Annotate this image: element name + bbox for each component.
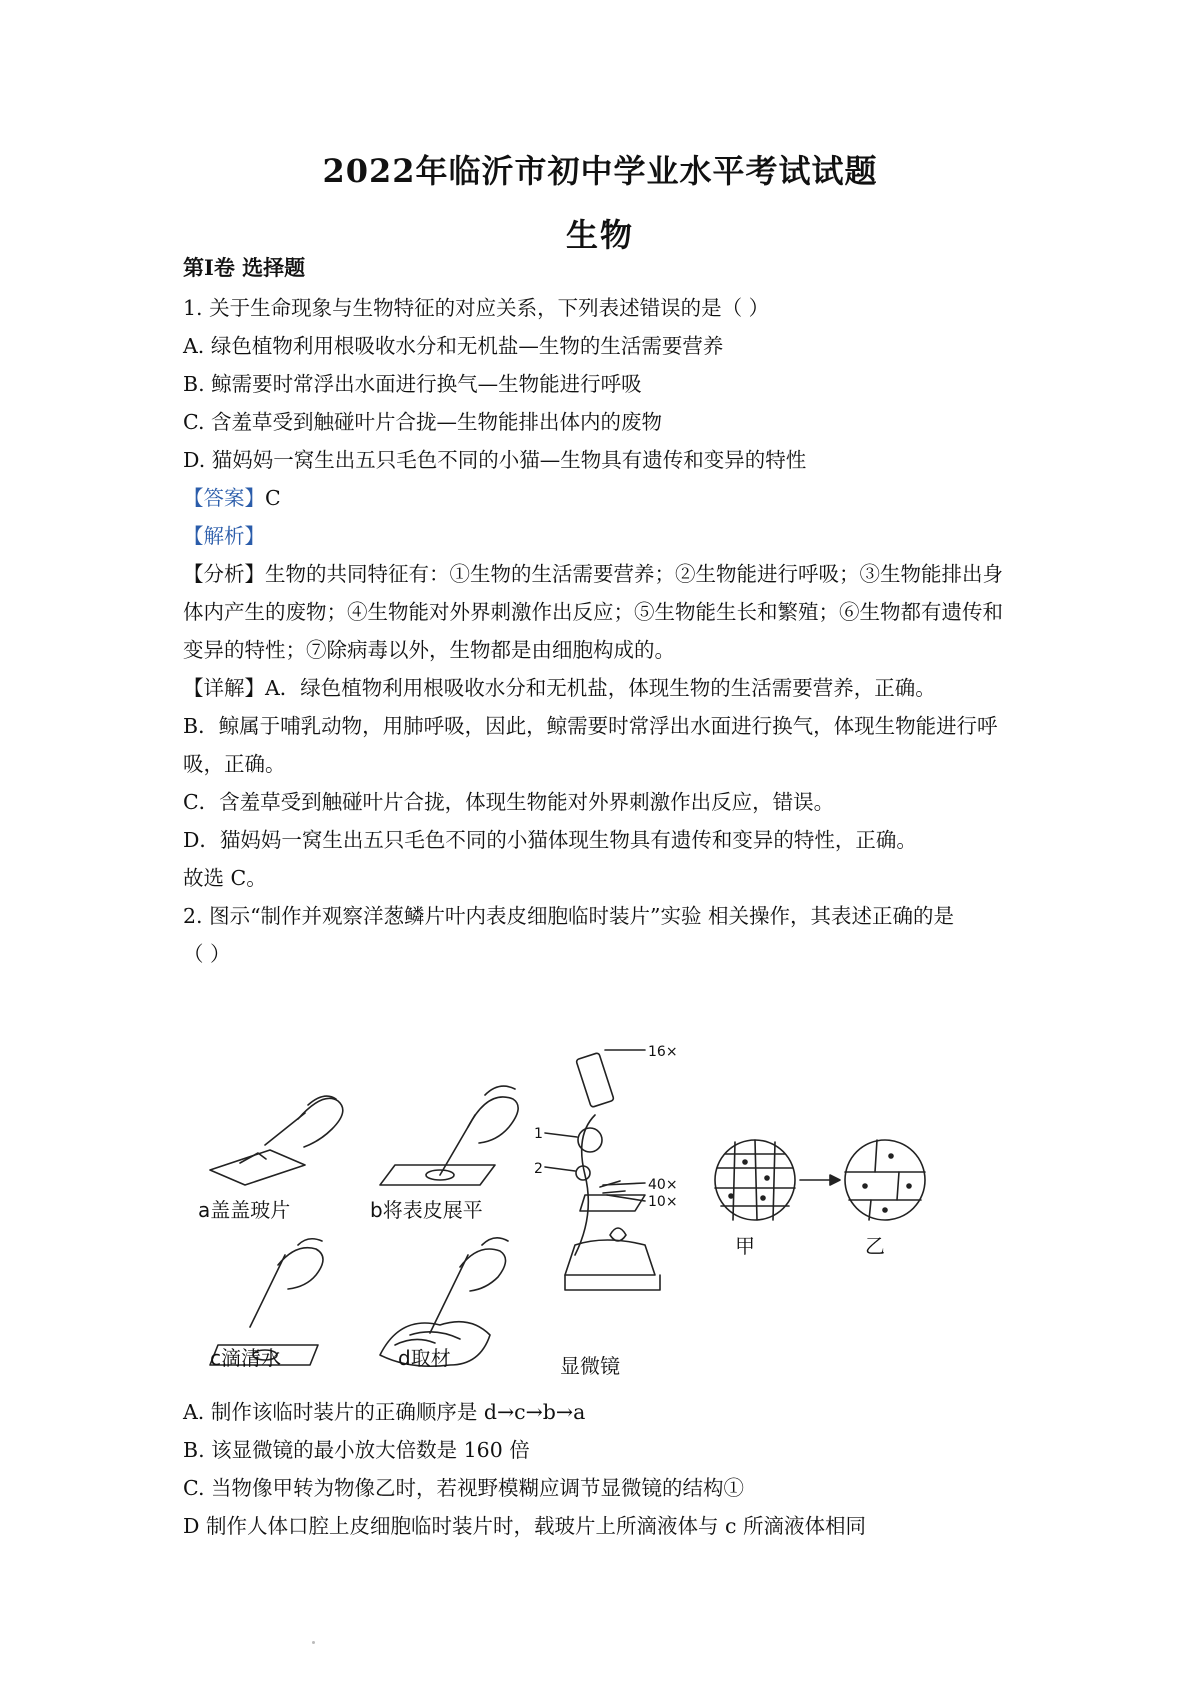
explanation-line: 体内产生的废物；④生物能对外界刺激作出反应；⑤生物能生长和繁殖；⑥生物都有遗传和 (183, 600, 1003, 624)
q2-stem: 2. 图示“制作并观察洋葱鳞片叶内表皮细胞临时装片”实验 相关操作，其表述正确的是 (183, 904, 955, 928)
explanation-line: B．鲸属于哺乳动物，用肺呼吸，因此，鲸需要时常浮出水面进行换气，体现生物能进行呼 (183, 714, 998, 738)
section-heading: 第Ⅰ卷 选择题 (183, 255, 306, 280)
cell-view-jia (715, 1140, 795, 1220)
q2-stem-paren: （ ） (183, 942, 231, 966)
q2-option-b: B. 该显微镜的最小放大倍数是 160 倍 (183, 1438, 530, 1462)
flatten-epidermis-illustration (380, 1086, 518, 1185)
fig-label-a: a盖盖玻片 (198, 1198, 291, 1222)
answer-tag: 【答案】 (183, 486, 265, 510)
explanation-line: D．猫妈妈一窝生出五只毛色不同的小猫体现生物具有遗传和变异的特性，正确。 (183, 828, 917, 852)
explanation-line: 故选 C。 (183, 866, 267, 890)
experiment-figure (198, 1044, 990, 1378)
subject-title: 生物 (565, 216, 634, 254)
fig-eyepiece-label: 16× (648, 1044, 678, 1060)
fig-label-yi: 乙 (865, 1234, 885, 1258)
fig-part-2-label: 2 (534, 1161, 543, 1177)
q1-answer-row (183, 484, 1023, 512)
q1-option-a: A. 绿色植物利用根吸收水分和无机盐—生物的生活需要营养 (183, 334, 724, 358)
q1-option-d: D. 猫妈妈一窝生出五只毛色不同的小猫—生物具有遗传和变异的特性 (183, 448, 807, 472)
explanation-line: C．含羞草受到触碰叶片合拢，体现生物能对外界刺激作出反应，错误。 (183, 790, 835, 814)
answer-value: C (265, 486, 281, 510)
cover-slip-illustration (210, 1096, 343, 1185)
fig-label-b: b将表皮展平 (370, 1198, 483, 1222)
explanation-line: 变异的特性；⑦除病毒以外，生物都是由细胞构成的。 (183, 638, 675, 662)
exam-title: 2022年临沂市初中学业水平考试试题 (322, 152, 878, 190)
fig-part-1-label: 1 (534, 1126, 543, 1142)
fig-objective-low-label: 10× (648, 1194, 678, 1210)
q2-option-a: A. 制作该临时装片的正确顺序是 d→c→b→a (183, 1400, 586, 1424)
analysis-tag: 【解析】 (183, 524, 265, 548)
microscope-illustration (545, 1050, 660, 1290)
q2-option-c: C. 当物像甲转为物像乙时，若视野模糊应调节显微镜的结构① (183, 1476, 744, 1500)
scan-dot (312, 1641, 315, 1644)
arrow-icon (800, 1175, 840, 1185)
fig-objective-high-label: 40× (648, 1177, 678, 1193)
q2-option-d: D 制作人体口腔上皮细胞临时装片时，载玻片上所滴液体与 c 所滴液体相同 (183, 1514, 866, 1538)
q1-option-b: B. 鲸需要时常浮出水面进行换气—生物能进行呼吸 (183, 372, 642, 396)
fig-label-microscope: 显微镜 (560, 1354, 620, 1378)
explanation-line: 吸，正确。 (183, 752, 286, 776)
q1-option-c: C. 含羞草受到触碰叶片合拢—生物能排出体内的废物 (183, 410, 662, 434)
explanation-line: 【分析】生物的共同特征有：①生物的生活需要营养；②生物能进行呼吸；③生物能排出身 (183, 562, 1003, 586)
fig-label-c: c滴清水 (210, 1346, 281, 1370)
fig-label-jia: 甲 (735, 1234, 755, 1258)
fig-label-d: d取材 (398, 1346, 451, 1370)
explanation-line: 【详解】A．绿色植物利用根吸收水分和无机盐，体现生物的生活需要营养，正确。 (183, 676, 936, 700)
q1-stem: 1. 关于生命现象与生物特征的对应关系，下列表述错误的是（ ） (183, 296, 770, 320)
cell-view-yi (845, 1140, 925, 1220)
